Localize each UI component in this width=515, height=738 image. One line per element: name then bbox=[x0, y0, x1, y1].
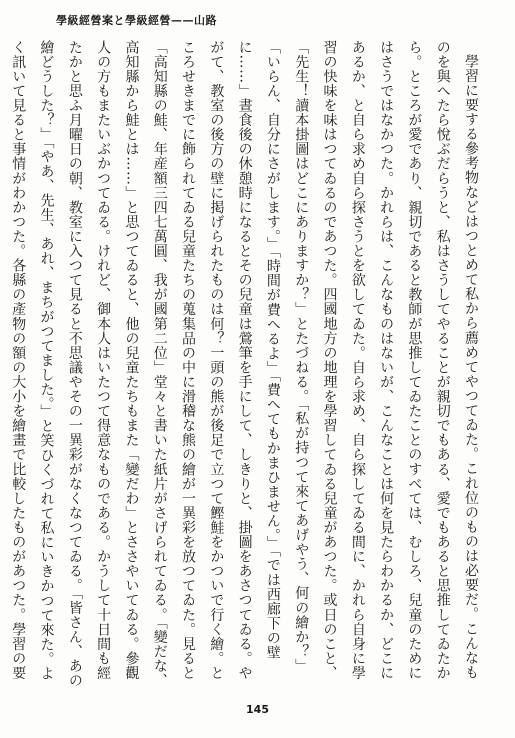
body-paragraph: 學習に要する參考物などはつとめて私から薦めてやつてゐた。これ位のものは必要だ。こんなものを與へたら悅ぶだらうと、私はさうしてやることが親切でもある、愛でもあると思推してゐたから。ところが愛であり、親切であると教師が思推してゐたことのすべては、むしろ、兒童のためにはさうではなかつた。かれらは、こんなものはないが、こんなことは何を見たらわかるか、どこにあるか、と自ら求め自ら探さうとを欲してゐた。自ら求め、自ら探してゐる間に、かれら自身に學習の快味を味はつてゐるのであつた。四國地方の地理を學習してゐる兒童があつた。或日のこと、「先生！讀本掛圖はどこにありますか？」とたづねる。「私が持つて來てあげやう、何の繪か？」「いらん、自分にさがします。」「時間が費へるよ」「費へてもかまひません。」「では西廊下の壁に……」晝食後の休憩時になるとその兒童は鶯筆を手にして、しきりと、掛圖をあさつてゐる。やがて、教室の後方の壁に掲げられたものは何？一頭の熊が後足で立つて鰹鮭をかついで行く繪。ところせきまでに飾られてゐる兒童たちの蒐集品の中に滑稽な熊の繪が一異彩を放つてゐた。見ると「高知縣の鮭、年産額三四七萬圓、我が國第二位」堂々と書いた紙片がさげられてゐる。「變だな、高知縣から鮭とは……」と思つてゐると、他の兒童たちもまた「變だわ」とささやいてゐる。參觀人の方もまたいぶかつてゐる。けれど、御本人はいたつて得意なものである。かうして十日間も經たかと思ふ月曜日の朝、教室に入つて見ると不思議やその一異彩がなくなつてゐる。「皆さん、あの繪どうした？」「やあ、先生、あれ、まちがつてました。」と笑ひくづれて私にいきかつて來た。よく訊いて見ると事情がわかつた。各縣の產物の額の大小を繪畫で比較したものがあつた。學習の要 bbox=[10, 40, 479, 688]
running-header: 學級經營案と學級經營——山路 bbox=[56, 14, 217, 27]
page-number: 145 bbox=[246, 703, 269, 716]
body-text bbox=[10, 40, 485, 688]
